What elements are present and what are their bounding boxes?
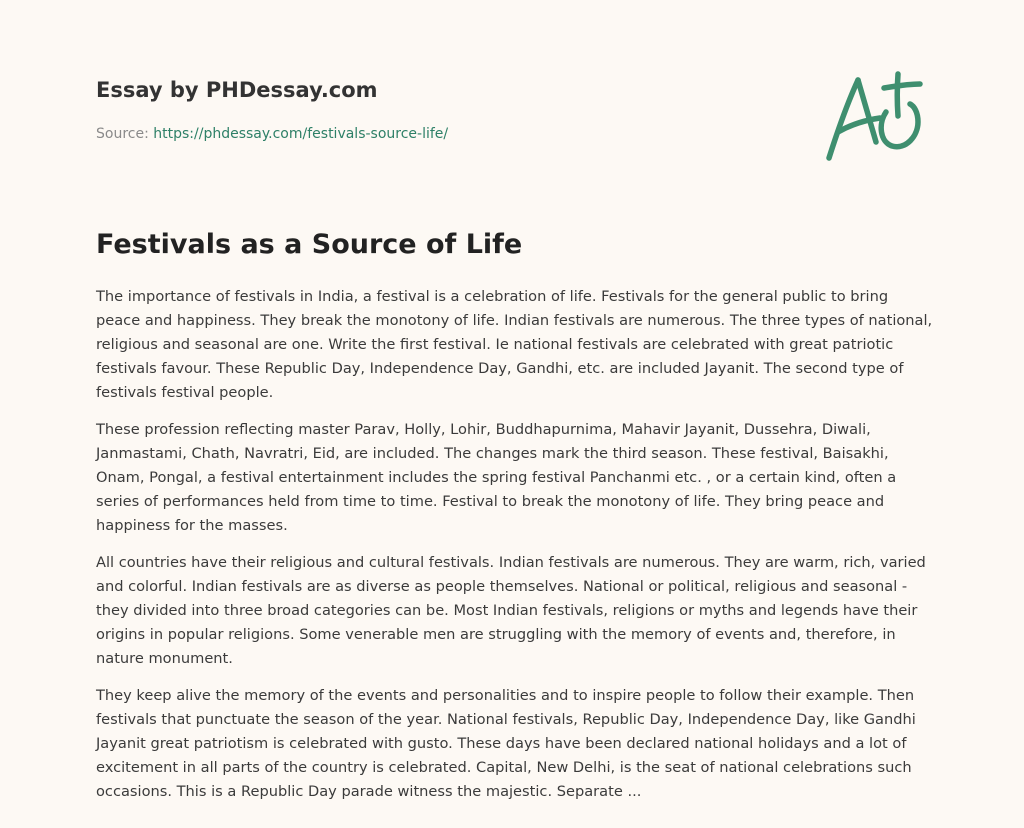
essay-paragraph: All countries have their religious and cultural festivals. Indian festivals are numerous. They are warm, rich, varied and colorful. Indian festivals are as diverse as people themselves. National or political, religious and seasonal - they divided into three broad categories can be. Most Indian festivals, religions or myths and legends have their origins in popular religions. Some venerable men are struggling with the memory of events and, therefore, in nature monument. — [96, 554, 926, 667]
essay-body — [96, 285, 936, 817]
essay-title: Festivals as a Source of Life — [96, 229, 523, 260]
site-title: Essay by PHDessay.com — [96, 78, 378, 102]
essay-paragraph: The importance of festivals in India, a festival is a celebration of life. Festivals for the general public to bring peace and happiness. They break the monotony of life. Indian festivals are numerous. The three types of national, religious and seasonal are one. Write the first festival. Ie national festivals are celebrated with great patriotic festivals favour. These Republic Day, Independence Day, Gandhi, etc. are included Jayanit. The second type of festivals festival people. — [96, 288, 933, 401]
source-link[interactable]: https://phdessay.com/festivals-source-life/ — [153, 126, 449, 142]
essay-paragraph: They keep alive the memory of the events and personalities and to inspire people to follow their example. Then festivals that punctuate the season of the year. National festivals, Republic Day, Independence Day, like Gandhi Jayanit great patriotism is celebrated with gusto. These days have been declared national holidays and a lot of excitement in all parts of the country is celebrated. Capital, New Delhi, is the seat of national celebrations such occasions. This is a Republic Day parade witness the majestic. Separate ... — [96, 687, 916, 800]
a-plus-logo-icon — [822, 66, 928, 166]
essay-header — [96, 76, 696, 144]
essay-paragraph: These profession reflecting master Parav, Holly, Lohir, Buddhapurnima, Mahavir Jayanit, Dussehra, Diwali, Janmastami, Chath, Navratri, Eid, are included. The changes mark the third season. These festival, Baisakhi, Onam, Pongal, a festival entertainment includes the spring festival Panchanmi etc. , or a certain kind, often a series of performances held from time to time. Festival to break the monotony of life. They bring peace and happiness for the masses. — [96, 421, 897, 534]
source-line — [96, 124, 696, 144]
source-label: Source: — [96, 126, 149, 142]
